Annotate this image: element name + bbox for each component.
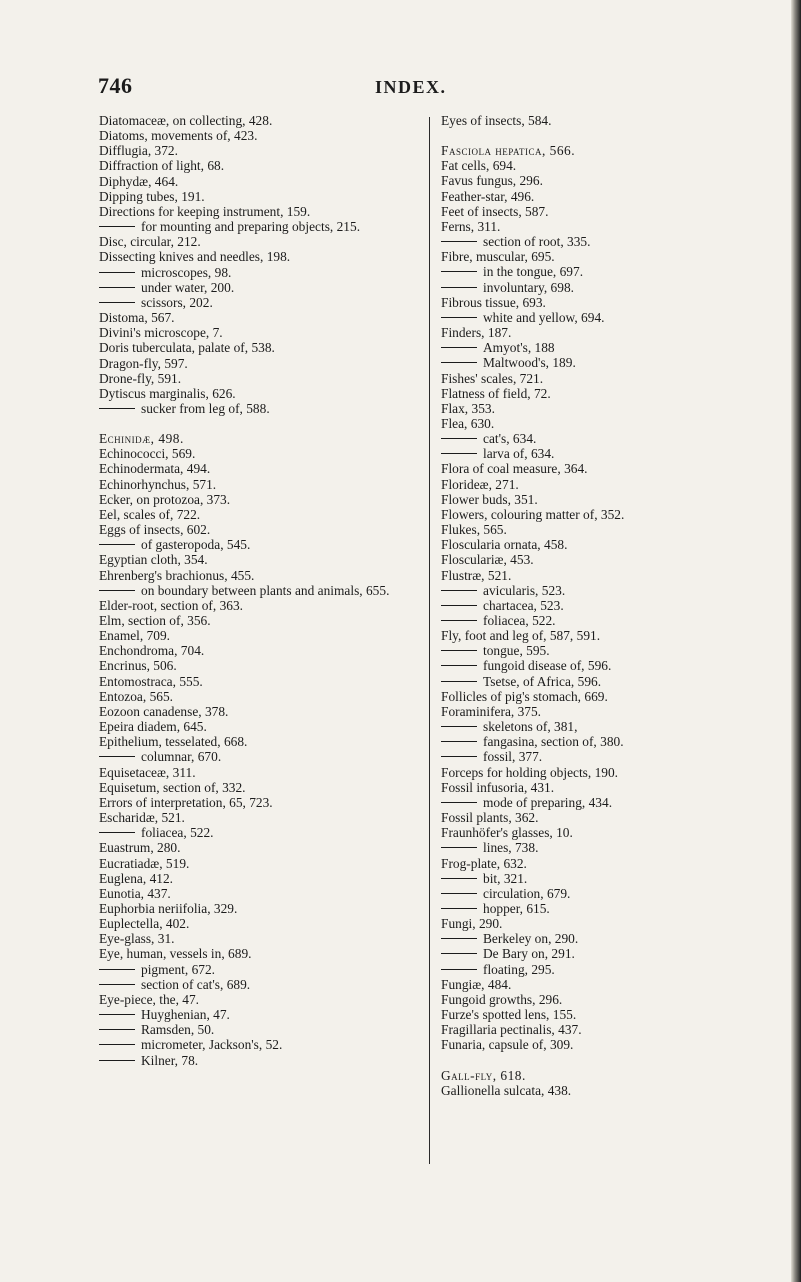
index-subentry <box>441 674 759 689</box>
entry-text: Eozoon canadense, 378. <box>99 703 229 719</box>
entry-text: Errors of interpretation, 65, 723. <box>99 794 273 810</box>
entry-text: Equisetaceæ, 311. <box>99 764 196 780</box>
index-entry <box>99 810 421 825</box>
index-subentry <box>99 1007 421 1022</box>
entry-text: Eggs of insects, 602. <box>99 522 211 538</box>
ditto-dash <box>99 969 135 970</box>
entry-text: Echinococci, 569. <box>99 446 196 462</box>
entry-text: Euplectella, 402. <box>99 916 190 932</box>
entry-text: Florideæ, 271. <box>441 476 519 492</box>
entry-text: Eyes of insects, 584. <box>441 113 552 128</box>
entry-text: Dissecting knives and needles, 198. <box>99 249 291 265</box>
entry-text: under water, 200. <box>141 279 235 295</box>
index-entry <box>99 477 421 492</box>
entry-text: hopper, 615. <box>483 900 550 916</box>
index-entry <box>441 765 759 780</box>
entry-text: Directions for keeping instrument, 159. <box>99 203 311 219</box>
ditto-dash <box>99 756 135 757</box>
entry-text: Fasciola hepatica, 566. <box>441 143 576 159</box>
entry-text: scissors, 202. <box>141 294 213 310</box>
index-subentry <box>99 280 421 295</box>
index-subentry <box>441 280 759 295</box>
entry-text: Amyot's, 188 <box>483 340 555 356</box>
entry-text: skeletons of, 381, <box>483 719 578 735</box>
index-subentry <box>99 219 421 234</box>
ditto-dash <box>441 938 477 939</box>
index-entry <box>441 492 759 507</box>
index-entry <box>441 173 759 188</box>
entry-text: Egyptian cloth, 354. <box>99 552 208 568</box>
entry-text: Epeira diadem, 645. <box>99 719 207 735</box>
entry-text: Huyghenian, 47. <box>141 1007 230 1023</box>
index-entry <box>99 931 421 946</box>
entry-text: Entomostraca, 555. <box>99 673 203 689</box>
index-entry <box>441 856 759 871</box>
ditto-dash <box>99 832 135 833</box>
index-subentry <box>441 643 759 658</box>
ditto-dash <box>99 1060 135 1061</box>
index-entry <box>441 295 759 310</box>
ditto-dash <box>441 438 477 439</box>
ditto-dash <box>441 741 477 742</box>
ditto-dash <box>99 1044 135 1045</box>
index-entry <box>441 977 759 992</box>
entry-text: Doris tuberculata, palate of, 538. <box>99 340 275 356</box>
index-entry <box>99 340 421 355</box>
entry-text: Entozoa, 565. <box>99 688 174 704</box>
index-entry <box>99 658 421 673</box>
entry-text: Fungi, 290. <box>441 916 503 932</box>
ditto-dash <box>441 847 477 848</box>
index-subentry <box>441 613 759 628</box>
entry-text: Gall-fly, 618. <box>441 1067 526 1083</box>
ditto-dash <box>441 665 477 666</box>
entry-text: Flowers, colouring matter of, 352. <box>441 506 625 522</box>
ditto-dash <box>441 620 477 621</box>
entry-text: Gallionella sulcata, 438. <box>441 1082 572 1098</box>
index-subentry <box>441 340 759 355</box>
ditto-dash <box>441 241 477 242</box>
index-entry <box>99 386 421 401</box>
index-subentry <box>99 537 421 552</box>
entry-text: micrometer, Jackson's, 52. <box>141 1037 283 1053</box>
entry-text: avicularis, 523. <box>483 582 566 598</box>
entry-text: Ramsden, 50. <box>141 1022 215 1038</box>
entry-text: Flax, 353. <box>441 400 495 416</box>
index-column-left <box>99 113 421 1068</box>
index-entry <box>441 916 759 931</box>
ditto-dash <box>99 272 135 273</box>
index-entry <box>99 643 421 658</box>
ditto-dash <box>441 453 477 454</box>
index-entry <box>441 113 759 128</box>
index-entry <box>441 780 759 795</box>
index-entry <box>99 856 421 871</box>
index-subentry <box>441 234 759 249</box>
index-entry <box>99 446 421 461</box>
entry-text: Echinidæ, 498. <box>99 431 184 447</box>
index-entry <box>99 431 421 446</box>
index-entry <box>441 522 759 537</box>
entry-text: Fishes' scales, 721. <box>441 370 544 386</box>
index-entry <box>441 628 759 643</box>
column-divider <box>429 117 430 1164</box>
entry-text: involuntary, 698. <box>483 279 574 295</box>
entry-text: Euglena, 412. <box>99 870 174 886</box>
entry-text: Ehrenberg's brachionus, 455. <box>99 567 255 583</box>
index-entry <box>99 992 421 1007</box>
ditto-dash <box>441 271 477 272</box>
index-subentry <box>441 901 759 916</box>
index-entry <box>99 886 421 901</box>
index-entry <box>99 507 421 522</box>
index-subentry <box>99 1053 421 1068</box>
ditto-dash <box>99 1014 135 1015</box>
entry-text: circulation, 679. <box>483 885 571 901</box>
index-entry <box>441 1007 759 1022</box>
index-entry <box>441 219 759 234</box>
index-entry <box>441 189 759 204</box>
ditto-dash <box>441 953 477 954</box>
index-entry <box>99 310 421 325</box>
entry-text: Flatness of field, 72. <box>441 385 551 401</box>
index-entry <box>99 325 421 340</box>
entry-text: sucker from leg of, 588. <box>141 400 270 416</box>
ditto-dash <box>99 590 135 591</box>
entry-text: Eunotia, 437. <box>99 885 171 901</box>
ditto-dash <box>99 302 135 303</box>
ditto-dash <box>441 287 477 288</box>
index-entry <box>441 371 759 386</box>
index-entry <box>99 143 421 158</box>
entry-text: Difflugia, 372. <box>99 143 178 159</box>
index-entry <box>99 734 421 749</box>
entry-text: bit, 321. <box>483 870 528 886</box>
index-entry <box>441 416 759 431</box>
entry-text: Fibre, muscular, 695. <box>441 249 555 265</box>
entry-text: Enchondroma, 704. <box>99 643 205 659</box>
entry-text: Fibrous tissue, 693. <box>441 294 546 310</box>
index-subentry <box>441 946 759 961</box>
entry-text: Flosculariæ, 453. <box>441 552 534 568</box>
index-entry <box>99 628 421 643</box>
entry-text: Flustræ, 521. <box>441 567 512 583</box>
index-entry <box>441 461 759 476</box>
index-entry <box>99 128 421 143</box>
index-subentry <box>99 295 421 310</box>
entry-text: Echinorhynchus, 571. <box>99 476 217 492</box>
entry-text: Distoma, 567. <box>99 310 175 326</box>
entry-text: Feather-star, 496. <box>441 188 535 204</box>
index-subentry <box>99 825 421 840</box>
index-subentry <box>99 977 421 992</box>
ditto-dash <box>441 878 477 879</box>
page-edge <box>791 0 801 1282</box>
entry-text: Fraunhöfer's glasses, 10. <box>441 825 573 841</box>
index-entry <box>441 386 759 401</box>
entry-text: Divini's microscope, 7. <box>99 325 223 341</box>
entry-text: Floscularia ornata, 458. <box>441 537 568 553</box>
ditto-dash <box>441 726 477 727</box>
ditto-dash <box>99 408 135 409</box>
index-subentry <box>99 1022 421 1037</box>
entry-text: mode of preparing, 434. <box>483 794 613 810</box>
entry-text: in the tongue, 697. <box>483 264 584 280</box>
entry-text: on boundary between plants and animals, 655. <box>141 582 390 598</box>
index-entry <box>441 537 759 552</box>
index-subentry <box>99 583 421 598</box>
entry-text: Fat cells, 694. <box>441 158 517 174</box>
index-entry <box>99 522 421 537</box>
entry-text: Equisetum, section of, 332. <box>99 779 246 795</box>
index-entry <box>99 174 421 189</box>
entry-text: Fungiæ, 484. <box>441 976 512 992</box>
entry-text: white and yellow, 694. <box>483 309 605 325</box>
index-entry <box>99 552 421 567</box>
entry-text: Diffraction of light, 68. <box>99 158 225 174</box>
index-entry <box>441 158 759 173</box>
index-subentry <box>441 886 759 901</box>
index-subentry <box>441 264 759 279</box>
index-entry <box>99 765 421 780</box>
index-subentry <box>441 310 759 325</box>
index-subentry <box>99 401 421 416</box>
index-subentry <box>441 446 759 461</box>
entry-text: Eye-piece, the, 47. <box>99 991 200 1007</box>
entry-text: Diatoms, movements of, 423. <box>99 128 258 144</box>
index-entry <box>99 568 421 583</box>
index-entry <box>441 249 759 264</box>
index-entry <box>99 371 421 386</box>
ditto-dash <box>441 605 477 606</box>
index-entry <box>99 916 421 931</box>
entry-text: Flea, 630. <box>441 415 495 431</box>
ditto-dash <box>99 984 135 985</box>
index-entry <box>441 810 759 825</box>
entry-text: Eel, scales of, 722. <box>99 506 201 522</box>
index-entry <box>99 204 421 219</box>
index-entry <box>99 113 421 128</box>
index-entry <box>99 158 421 173</box>
index-column-right <box>441 113 759 1098</box>
entry-text: Dytiscus marginalis, 626. <box>99 385 236 401</box>
ditto-dash <box>441 362 477 363</box>
index-entry <box>99 674 421 689</box>
index-entry <box>99 946 421 961</box>
index-entry <box>99 795 421 810</box>
ditto-dash <box>441 893 477 894</box>
entry-text: fangasina, section of, 380. <box>483 734 624 750</box>
entry-text: fossil, 377. <box>483 749 543 765</box>
index-subentry <box>441 871 759 886</box>
entry-text: Dragon-fly, 597. <box>99 355 188 371</box>
entry-text: microscopes, 98. <box>141 264 232 280</box>
index-entry <box>441 143 759 158</box>
index-entry <box>441 401 759 416</box>
entry-text: Berkeley on, 290. <box>483 931 579 947</box>
index-entry <box>441 568 759 583</box>
entry-text: columnar, 670. <box>141 749 222 765</box>
entry-text: Eye, human, vessels in, 689. <box>99 946 252 962</box>
ditto-dash <box>441 590 477 591</box>
entry-text: lines, 738. <box>483 840 539 856</box>
index-entry <box>99 704 421 719</box>
entry-text: Drone-fly, 591. <box>99 370 182 386</box>
entry-text: foliacea, 522. <box>141 825 214 841</box>
entry-text: Feet of insects, 587. <box>441 203 549 219</box>
index-entry <box>441 507 759 522</box>
entry-text: Diatomaceæ, on collecting, 428. <box>99 113 273 128</box>
index-subentry <box>441 962 759 977</box>
entry-text: Elm, section of, 356. <box>99 613 211 628</box>
entry-text: of gasteropoda, 545. <box>141 537 251 553</box>
entry-text: chartacea, 523. <box>483 597 564 613</box>
entry-text: fungoid disease of, 596. <box>483 658 612 674</box>
page-title: INDEX. <box>375 77 447 97</box>
index-subentry <box>441 931 759 946</box>
entry-text: section of root, 335. <box>483 234 591 250</box>
index-entry <box>441 552 759 567</box>
index-entry <box>441 1083 759 1098</box>
index-entry <box>441 1022 759 1037</box>
ditto-dash <box>99 226 135 227</box>
entry-text: Forceps for holding objects, 190. <box>441 764 619 780</box>
entry-text: Flukes, 565. <box>441 522 507 538</box>
entry-text: Dipping tubes, 191. <box>99 188 205 204</box>
entry-text: pigment, 672. <box>141 961 216 977</box>
entry-text: Furze's spotted lens, 155. <box>441 1007 577 1023</box>
index-entry <box>99 719 421 734</box>
entry-text: Disc, circular, 212. <box>99 234 201 250</box>
entry-text: Fly, foot and leg of, 587, 591. <box>441 628 601 644</box>
index-subentry <box>441 749 759 764</box>
ditto-dash <box>99 544 135 545</box>
index-entry <box>99 598 421 613</box>
entry-text: floating, 295. <box>483 961 555 977</box>
entry-text: Euphorbia neriifolia, 329. <box>99 900 238 916</box>
entry-text: Escharidæ, 521. <box>99 810 185 826</box>
ditto-dash <box>99 1029 135 1030</box>
index-entry <box>99 249 421 264</box>
index-entry <box>99 189 421 204</box>
index-entry <box>441 1037 759 1052</box>
entry-text: Favus fungus, 296. <box>441 173 543 189</box>
index-entry <box>441 477 759 492</box>
entry-text: Follicles of pig's stomach, 669. <box>441 688 608 704</box>
index-entry <box>99 613 421 628</box>
index-entry <box>441 704 759 719</box>
entry-text: Fossil plants, 362. <box>441 810 539 826</box>
index-entry <box>99 901 421 916</box>
entry-text: Diphydæ, 464. <box>99 173 179 189</box>
index-subentry <box>441 840 759 855</box>
entry-text: cat's, 634. <box>483 431 537 447</box>
entry-text: Frog-plate, 632. <box>441 855 527 871</box>
entry-text: Epithelium, tesselated, 668. <box>99 734 248 750</box>
page-number: 746 <box>98 73 133 98</box>
index-subentry <box>99 1037 421 1052</box>
ditto-dash <box>441 650 477 651</box>
index-subentry <box>441 598 759 613</box>
index-subentry <box>441 431 759 446</box>
entry-text: Echinodermata, 494. <box>99 461 211 477</box>
entry-text: Flower buds, 351. <box>441 491 538 507</box>
index-subentry <box>441 795 759 810</box>
index-entry <box>441 204 759 219</box>
entry-text: Fossil infusoria, 431. <box>441 779 555 795</box>
index-subentry <box>441 583 759 598</box>
index-entry <box>441 689 759 704</box>
index-subentry <box>99 749 421 764</box>
index-entry <box>441 325 759 340</box>
entry-text: Fragillaria pectinalis, 437. <box>441 1022 582 1038</box>
entry-text: Eye-glass, 31. <box>99 931 175 947</box>
entry-text: Encrinus, 506. <box>99 658 177 674</box>
entry-text: De Bary on, 291. <box>483 946 575 962</box>
entry-text: Ferns, 311. <box>441 218 501 234</box>
index-entry <box>441 992 759 1007</box>
index-subentry <box>441 355 759 370</box>
entry-text: for mounting and preparing objects, 215. <box>141 219 361 235</box>
index-entry <box>99 356 421 371</box>
index-entry <box>99 780 421 795</box>
ditto-dash <box>441 756 477 757</box>
entry-text: Flora of coal measure, 364. <box>441 461 588 477</box>
index-entry <box>99 234 421 249</box>
index-subentry <box>99 962 421 977</box>
index-entry <box>99 461 421 476</box>
ditto-dash <box>441 681 477 682</box>
entry-text: Finders, 187. <box>441 325 512 341</box>
index-subentry <box>99 265 421 280</box>
ditto-dash <box>441 969 477 970</box>
entry-text: Enamel, 709. <box>99 628 171 644</box>
entry-text: Maltwood's, 189. <box>483 355 576 371</box>
ditto-dash <box>441 347 477 348</box>
entry-text: Foraminifera, 375. <box>441 703 542 719</box>
entry-text: Eucratiadæ, 519. <box>99 855 190 871</box>
index-subentry <box>441 734 759 749</box>
index-entry <box>99 840 421 855</box>
index-subentry <box>441 658 759 673</box>
ditto-dash <box>441 317 477 318</box>
ditto-dash <box>441 908 477 909</box>
entry-text: section of cat's, 689. <box>141 976 251 992</box>
entry-text: tongue, 595. <box>483 643 550 659</box>
entry-text: Elder-root, section of, 363. <box>99 597 244 613</box>
ditto-dash <box>99 287 135 288</box>
index-entry <box>441 825 759 840</box>
index-entry <box>99 871 421 886</box>
entry-text: Euastrum, 280. <box>99 840 181 856</box>
index-subentry <box>441 719 759 734</box>
index-entry <box>99 492 421 507</box>
index-entry <box>441 1068 759 1083</box>
ditto-dash <box>441 802 477 803</box>
entry-text: Tsetse, of Africa, 596. <box>483 673 602 689</box>
entry-text: Fungoid growths, 296. <box>441 991 563 1007</box>
entry-text: Funaria, capsule of, 309. <box>441 1037 574 1053</box>
entry-text: larva of, 634. <box>483 446 555 462</box>
index-entry <box>99 689 421 704</box>
entry-text: Kilner, 78. <box>141 1052 199 1068</box>
entry-text: Ecker, on protozoa, 373. <box>99 491 231 507</box>
entry-text: foliacea, 522. <box>483 613 556 628</box>
